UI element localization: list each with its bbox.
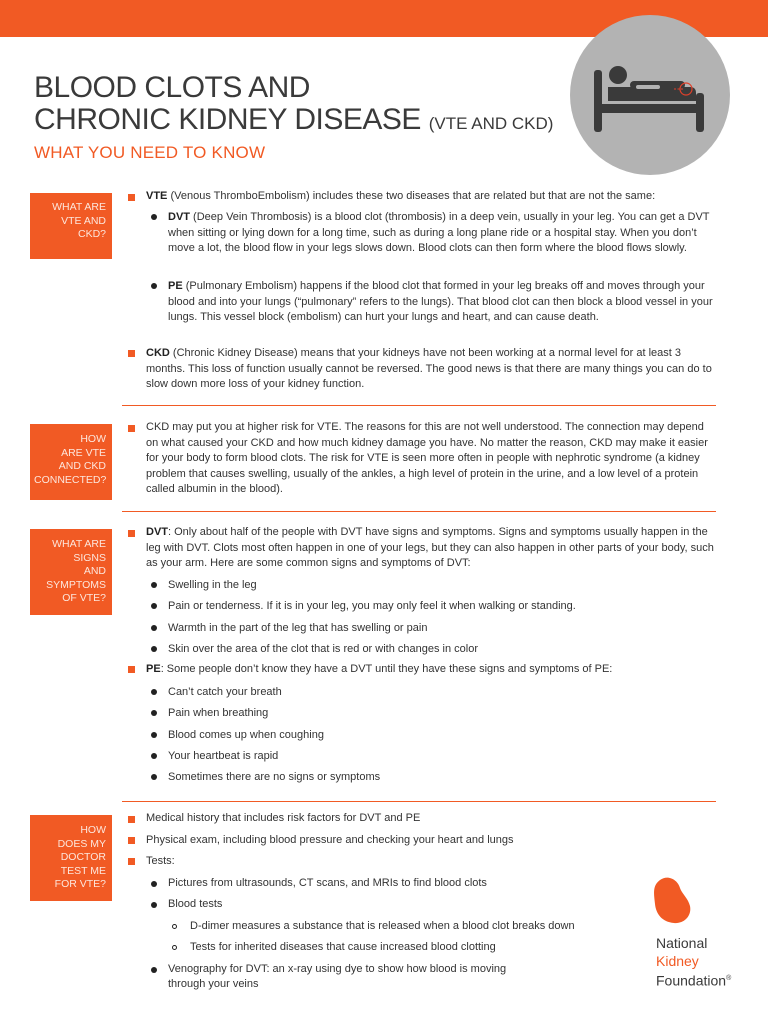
dvt-symptom-item: Warmth in the part of the leg that has swelling or pain bbox=[168, 622, 428, 634]
dvt-symptom-item: Swelling in the leg bbox=[168, 579, 257, 591]
round-bullet bbox=[151, 689, 157, 695]
pe-symptom-item: Sometimes there are no signs or symptoms bbox=[168, 771, 381, 783]
logo-line-kidney: Kidney bbox=[656, 953, 699, 969]
test-item: Tests: bbox=[146, 855, 175, 867]
dvt-symptoms-intro: DVT: Only about half of the people with DVT have signs and symptoms. Signs and symptoms usually happen in the leg with DVT. Clots most often happen in one of your legs, but they can also happen in other parts of your body, such as your arm. Here are some common signs and symptoms of DVT: bbox=[146, 526, 714, 570]
logo-line-foundation: Foundation® bbox=[656, 972, 732, 989]
test-venography-line1: Venography for DVT: an x-ray using dye to show how blood is moving bbox=[168, 963, 507, 975]
round-bullet bbox=[151, 710, 157, 716]
kidney-logo-icon bbox=[652, 876, 692, 924]
square-bullet bbox=[128, 837, 135, 844]
bed-patient-icon bbox=[570, 15, 730, 175]
connection-text: CKD may put you at higher risk for VTE. The reasons for this are not well understood. The connection may depend on what caused your CKD and how much kidney damage you have. No matter the reason, CKD may make it easier for your body to form blood clots. The risk for VTE is seen more often in people with nephrotic syndrome (a kidney problem that causes swelling, usually of the ankles, a high level of protein in the urine, and a low level of a protein called albumin in the blood). bbox=[146, 421, 708, 496]
dvt-symptom-item: Pain or tenderness. If it is in your leg, you may only feel it when walking or standing. bbox=[168, 600, 576, 612]
round-bullet bbox=[151, 283, 157, 289]
vte-definition: VTE (Venous ThromboEmbolism) includes these two diseases that are related but that are not the same: bbox=[146, 190, 656, 202]
test-venography-line2: through your veins bbox=[168, 978, 259, 990]
dvt-definition: DVT (Deep Vein Thrombosis) is a blood clot (thrombosis) in a deep vein, usually in your leg. You can get a DVT when sitting or lying down for a long time, such as during a long plane ride or a hospital stay. When you don’t move a lot, the blood flow in your legs slows down. Blood clots can then form where the blood flows slowly. bbox=[168, 211, 710, 255]
blood-test-sub: Tests for inherited diseases that cause increased blood clotting bbox=[190, 941, 496, 953]
title-line-1: BLOOD CLOTS AND bbox=[34, 71, 310, 104]
round-bullet bbox=[151, 214, 157, 220]
round-bullet bbox=[151, 582, 157, 588]
square-bullet bbox=[128, 425, 135, 432]
section-label-symptoms: WHAT ARE SIGNS AND SYMPTOMS OF VTE? bbox=[30, 529, 112, 615]
round-bullet bbox=[151, 881, 157, 887]
page-subtitle: WHAT YOU NEED TO KNOW bbox=[34, 143, 266, 162]
hollow-bullet bbox=[172, 924, 177, 929]
logo-line-national: National bbox=[656, 935, 708, 951]
square-bullet bbox=[128, 530, 135, 537]
page-title bbox=[34, 72, 553, 140]
square-bullet bbox=[128, 858, 135, 865]
pe-symptom-item: Your heartbeat is rapid bbox=[168, 750, 279, 762]
test-blood: Blood tests bbox=[168, 898, 223, 910]
test-pictures: Pictures from ultrasounds, CT scans, and MRIs to find blood clots bbox=[168, 877, 487, 889]
test-item: Physical exam, including blood pressure and checking your heart and lungs bbox=[146, 834, 514, 846]
square-bullet bbox=[128, 194, 135, 201]
round-bullet bbox=[151, 625, 157, 631]
pe-symptom-item: Blood comes up when coughing bbox=[168, 729, 324, 741]
pe-symptoms-intro: PE: Some people don’t know they have a DVT until they have these signs and symptoms of PE: bbox=[146, 663, 613, 675]
section-label-testing: HOW DOES MY DOCTOR TEST ME FOR VTE? bbox=[30, 815, 112, 901]
section-divider bbox=[122, 405, 716, 406]
round-bullet bbox=[151, 732, 157, 738]
pe-definition: PE (Pulmonary Embolism) happens if the blood clot that formed in your leg breaks off and moves through your blood and into your lungs (“pulmonary” refers to the lungs). That blood clot can then block a blood vessel in your lungs. This vessel block (embolism) can hurt your lungs and heart, and can cause death. bbox=[168, 280, 713, 324]
section-label-vte-ckd: WHAT ARE VTE AND CKD? bbox=[30, 193, 112, 259]
round-bullet bbox=[151, 774, 157, 780]
round-bullet bbox=[151, 753, 157, 759]
title-line-2: CHRONIC KIDNEY DISEASE (VTE AND CKD) bbox=[34, 103, 554, 136]
hero-circle bbox=[570, 15, 730, 175]
hollow-bullet bbox=[172, 945, 177, 950]
title-suffix: (VTE AND CKD) bbox=[428, 114, 554, 133]
round-bullet bbox=[151, 646, 157, 652]
blood-test-sub: D-dimer measures a substance that is released when a blood clot breaks down bbox=[190, 920, 575, 932]
test-item: Medical history that includes risk factors for DVT and PE bbox=[146, 812, 421, 824]
square-bullet bbox=[128, 666, 135, 673]
dvt-symptom-item: Skin over the area of the clot that is red or with changes in color bbox=[168, 643, 478, 655]
section-label-connected: HOW ARE VTE AND CKD CONNECTED? bbox=[30, 424, 112, 500]
nkf-logo-text bbox=[656, 934, 731, 990]
round-bullet bbox=[151, 603, 157, 609]
section-divider bbox=[122, 511, 716, 512]
ckd-definition: CKD (Chronic Kidney Disease) means that your kidneys have not been working at a normal level for at least 3 months. This loss of function usually cannot be reversed. The good news is that there are many things you can do to slow down more loss of your kidney function. bbox=[146, 347, 712, 391]
section-divider bbox=[122, 801, 716, 802]
round-bullet bbox=[151, 967, 157, 973]
square-bullet bbox=[128, 816, 135, 823]
pe-symptom-item: Pain when breathing bbox=[168, 707, 269, 719]
square-bullet bbox=[128, 350, 135, 357]
pe-symptom-item: Can’t catch your breath bbox=[168, 686, 282, 698]
round-bullet bbox=[151, 902, 157, 908]
